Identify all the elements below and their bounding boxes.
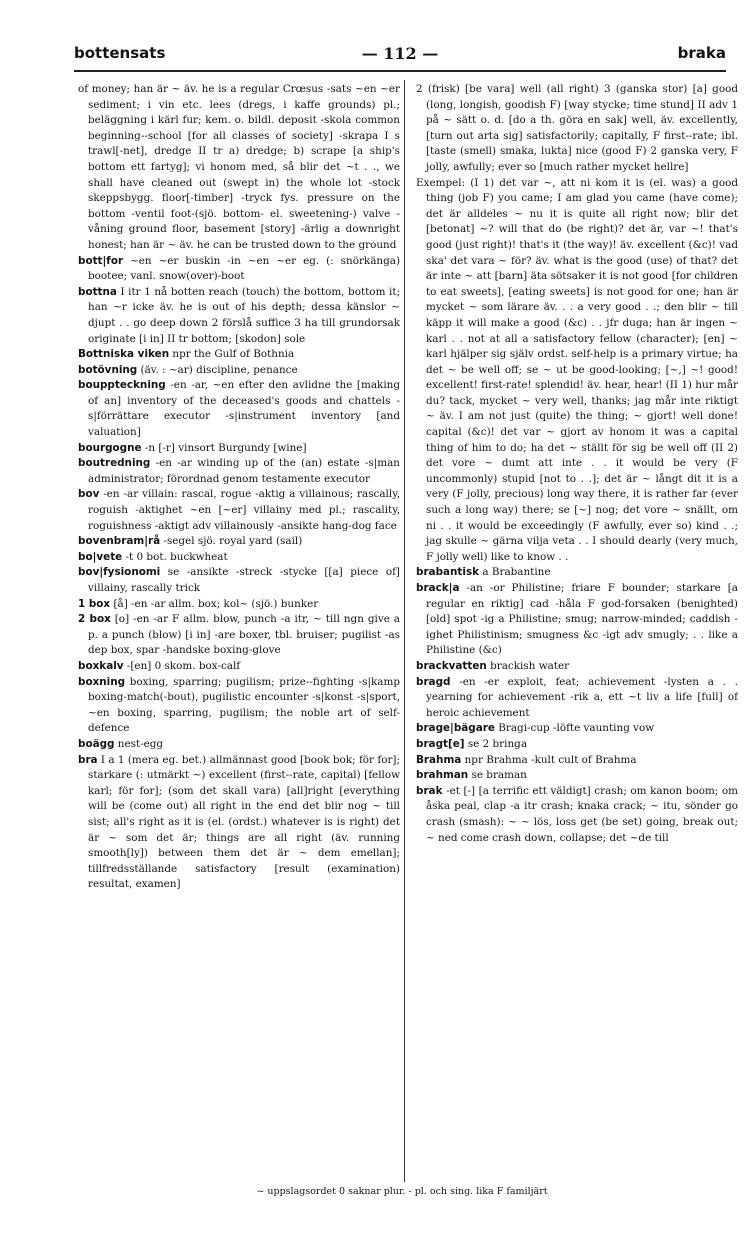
headword: bourgogne	[78, 441, 142, 454]
dictionary-entry	[78, 597, 400, 613]
headword: boutredning	[78, 457, 151, 470]
headword: boxning	[78, 675, 126, 688]
headword: Bottniska viken	[78, 348, 170, 361]
headword: brage|bägare	[416, 722, 495, 735]
entry-text: -t 0 bot. buckwheat	[122, 550, 228, 563]
entry-text: npr Brahma -kult cult of Brahma	[461, 753, 637, 766]
right-column	[416, 82, 738, 1182]
dictionary-entry	[416, 82, 738, 176]
dictionary-entry	[416, 737, 738, 753]
headword: bragd	[416, 675, 451, 688]
page-number: — 112 —	[361, 44, 439, 63]
entry-text: npr the Gulf of Bothnia	[169, 348, 295, 361]
entry-text: se 2 bringa	[464, 737, 528, 750]
headword: bott|for	[78, 254, 124, 267]
entry-text: of money; han är ~ äv. he is a regular Crœsus -sats ~en ~er sediment; i vin etc. lees (dregs, i kaffe grounds) pl.; beläggning i kärl fur; kem. o. bildl. deposit -skola common beginning--school [for all classes of society] -skrapa I s trawl[-net], dredge II tr a) dredge; b) scrape [a ship's bottom ett fartyg]; vi honom med, så blir det ~t . ., we shall have cleaned out (swept in) the whole lot -stock skeppsbygg. floor[-timber] -tryck fys. pressure on the bottom -ventil foot-(sjö. bottom- el. sweetening-) valve -våning ground floor, basement [story] -ärlig a downright honest; han är ~ äv. he can be trusted down to the ground	[78, 83, 400, 251]
dictionary-entry	[78, 753, 400, 893]
entry-text: se braman	[468, 769, 527, 782]
dictionary-entry	[416, 784, 738, 846]
headword: brackvatten	[416, 659, 487, 672]
headword: boxkalv	[78, 659, 124, 672]
headword: bov	[78, 488, 100, 501]
headword: Brahma	[416, 753, 462, 766]
entry-text: I itr 1 nå botten reach (touch) the bottom, bottom it; han ~r icke äv. he is out of his depth; dessa känslor ~ djupt . . go deep down 2 förslå suffice 3 ha till grundorsak originate [i in] II tr bottom; [skodon] sole	[88, 285, 400, 345]
headword: bottna	[78, 285, 117, 298]
headword: brack|a	[416, 582, 460, 594]
dictionary-entry	[416, 768, 738, 784]
dictionary-entry	[78, 675, 400, 737]
page-header	[74, 44, 726, 66]
dictionary-entry	[416, 581, 738, 659]
dictionary-entry	[78, 456, 400, 487]
dictionary-entry	[416, 659, 738, 675]
dictionary-entry	[78, 737, 400, 753]
headword: brabantisk	[416, 566, 480, 579]
dictionary-entry	[416, 753, 738, 769]
headword: boägg	[78, 737, 115, 750]
entry-text: [o] -en -ar F allm. blow, punch -a itr, ~ till ngn give a p. a punch (blow) [i in] -are boxer, tbl. bruiser; pugilist -as dep box, spar -handske boxing-glove	[88, 613, 400, 657]
entry-text: a Brabantine	[479, 566, 551, 579]
entry-text: -en -ar winding up of the (an) estate -s|man administrator; förordnad genom testamente executor	[88, 457, 400, 485]
headword: 1 box	[78, 597, 111, 610]
entry-text: I a 1 (mera eg. bet.) allmännast good [book bok; för for]; starkare (: utmärkt ~) excellent (first--rate, capital) [fellow karl; för for]; (som det skall vara) [all]right [everything will be (come out) all right in the end det blir nog ~ till sist; all's right as it is (el. (ordst.) whatever is is right) det är ~ som det är; things are all right (äv. running smooth[ly]) between them det är ~ dem emellan]; tillfredsställande satisfactory [result (examination) resultat, examen]	[88, 753, 400, 891]
dictionary-entry	[78, 487, 400, 534]
entry-text: ~en ~er buskin -in ~en ~er eg. (: snörkänga) bootee; vanl. snow(over)-boot	[88, 254, 400, 283]
dictionary-entry	[78, 363, 400, 379]
dictionary-entry	[78, 612, 400, 659]
headword: brak	[416, 784, 443, 797]
entry-text: -en -ar, ~en efter den avlidne the [making of an] inventory of the deceased's goods and chattels -s|förrättare executor -s|instrument inventory [and valuation]	[88, 379, 400, 439]
entry-text: [å] -en -ar allm. box; kol~ (sjö.) bunker	[110, 597, 319, 610]
headword: brahman	[416, 769, 469, 782]
entry-text: -an -or Philistine; friare F bounder; starkare [a regular en riktig] cad -håla F god-forsaken (benighted) [old] spot -ig a Philistine; smug; narrow-minded; caddish -ighet Philistinism; smugness &c -igt adv smugly; . . like a Philistine (&c)	[426, 582, 738, 657]
headword: 2 box	[78, 613, 111, 626]
entry-text: 2 (frisk) [be vara] well (all right) 3 (ganska stor) [a] good (long, longish, goodish F) [way stycke; time stund] II adv 1 på ~ sätt o. d. [do a th. göra en sak] well, äv. excellently, [turn out arta sig] satisfactorily; capitally, F first--rate; ibl. [taste (smell) smaka, lukta] nice (good F) 2 ganska very, F jolly, awfully; ever so [much rather mycket hellre]	[416, 83, 738, 173]
headword: bov|fysionomi	[78, 566, 161, 579]
dictionary-entry	[78, 378, 400, 440]
header-rule	[74, 70, 726, 72]
column-divider	[404, 80, 405, 1182]
entry-text: -en -er exploit, feat; achievement -lysten a . . yearning for achievement -rik a, ett ~t liv a life [full] of heroic achievement	[426, 675, 738, 719]
entry-text: -[en] 0 skom. box-calf	[123, 659, 241, 672]
dictionary-entry	[78, 347, 400, 363]
entry-text: -n [-r] vinsort Burgundy [wine]	[141, 441, 307, 454]
dictionary-entry	[416, 675, 738, 722]
headword: bragt[e]	[416, 737, 465, 750]
entry-text: boxing, sparring; pugilism; prize--fighting -s|kamp boxing-match(-bout), pugilistic encounter -s|konst -s|sport, ~en boxing, sparring, pugilism; the noble art of self-defence	[88, 675, 400, 735]
entry-text: (äv. : ~ar) discipline, penance	[137, 363, 298, 376]
entry-text: Bragi-cup -löfte vaunting vow	[494, 722, 655, 735]
entry-text: brackish water	[486, 659, 570, 672]
dictionary-entry	[78, 285, 400, 347]
dictionary-entry	[78, 441, 400, 457]
entry-text: nest-egg	[114, 737, 164, 750]
entry-text: -segel sjö. royal yard (sail)	[160, 535, 303, 548]
dictionary-entry	[78, 550, 400, 566]
dictionary-entry	[78, 534, 400, 550]
dictionary-entry	[78, 254, 400, 285]
dictionary-entry	[416, 176, 738, 566]
headword: bouppteckning	[78, 379, 166, 392]
dictionary-entry	[78, 82, 400, 254]
left-column	[78, 82, 400, 1182]
entry-text: -et [-] [a terrific ett väldigt] crash; om kanon boom; om åska peal, clap -a itr crash; knaka crack; ~ itu, sönder go crash (smash): ~ ~ lös, loss get (be set) going, break out; ~ ned come crash down, collapse; det ~de till	[426, 784, 738, 844]
headword: bovenbram|rå	[78, 535, 161, 548]
dictionary-entry	[78, 565, 400, 596]
entry-text: -en -ar villain: rascal, rogue -aktig a villainous; rascally, roguish -aktighet ~en [~er] villainy med pl.; rascality, roguishness -aktigt adv villainously -ansikte hang-dog face	[88, 488, 400, 532]
dictionary-entry	[416, 565, 738, 581]
headword: bo|vete	[78, 550, 123, 563]
abbreviation-key-footer: ~ uppslagsordet 0 saknar plur. - pl. och sing. lika F familjärt	[256, 1186, 548, 1197]
entry-text: se -ansikte -streck -stycke [[a] piece of] villainy, rascally trick	[88, 566, 400, 594]
left-guide-word: bottensats	[74, 44, 166, 62]
dictionary-entry	[416, 721, 738, 737]
headword: bra	[78, 753, 98, 766]
right-guide-word: braka	[677, 44, 726, 62]
headword: botövning	[78, 363, 138, 376]
entry-text: Exempel: (I 1) det var ~, att ni kom it is (el. was) a good thing (job F) you came; I am glad you came (have come); det är alldeles ~ nu it is quite all right now; blir det [betonat] ~? will that do (be right)? det är, var ~! that's good (just right)! that's it (the way)! äv. excellent (&c)! vad ska' det vara ~ för? äv. what is the good (use) of that? det är inte ~ att [barn] äta sötsaker it is not good [for children to eat sweets], [eating sweets] is not good for one; han är mycket ~ som lärare äv. . . a very good . .; den blir ~ till käpp it will make a good (&c) . . jfr duga; han är ingen ~ karl . . not at all a satisfactory fellow (character); [en] ~ karl hjälper sig själv ordst. self-help is a primary virtue; ha det ~ be well off; se ~ ut be good-looking; [~,] ~! good! excellent! first-rate! splendid! äv. hear, hear! (II 1) hur mår du? tack, mycket ~ very well, thanks; jag mår inte riktigt ~ äv. I am not just (quite) the thing; ~ gjort! well done! capital (&c)! det var ~ gjort av honom it was a capital thing of him to do; ha det ~ ställt för sig be well off (II 2) det vore ~ dumt att inte . . it would be very (F uncommonly) stupid [not to . .]; det är ~ långt dit it is a very (F jolly, precious) long way there, it is rather far (ever such a long way) there; se [~] nog; det vore ~ snällt, om ni . . it would be exceedingly (F awfully, ever so) kind . .; jag skulle ~ gärna vilja veta . . I should dearly (very much, F jolly well) like to know . .	[416, 176, 738, 563]
dictionary-entry	[78, 659, 400, 675]
